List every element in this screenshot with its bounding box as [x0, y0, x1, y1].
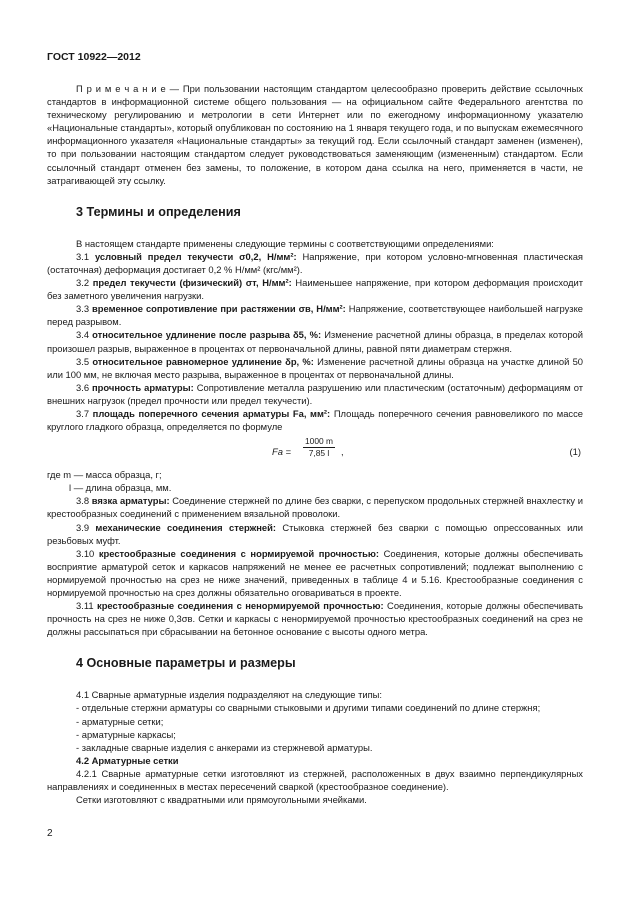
- term-3-9: 3.9 механические соединения стержней: Стыковка стержней без сварки с помощью опрессованных или резьбовых муфт.: [47, 521, 584, 546]
- term-3-2-name: предел текучести (физический) σт, Н/мм²:: [92, 277, 292, 289]
- term-3-11: 3.11 крестообразные соединения с ненормируемой прочностью: Соединения, которые должны обеспечивать прочность на срез не ниже 0,3σв. Сетки и каркасы с ненормируемой прочностью крестообразных соединений на срез не должны рассыпаться при сбрасывании на бетонное основание с высоты одного метра.: [47, 600, 584, 638]
- clause-4-2-1: 4.2.1 Сварные арматурные сетки изготовляют из стержней, расположенных в двух взаимно перпендикулярных направлениях и соединенных в местах пересечений сваркой (крестообразное соединение).: [47, 767, 583, 793]
- formula-comma: ,: [341, 446, 344, 458]
- formula-number: (1): [569, 446, 581, 458]
- term-3-6-name: прочность арматуры:: [92, 381, 194, 393]
- term-3-2: 3.2 предел текучести (физический) σт, Н/мм²: Наименьшее напряжение, при котором деформация происходит без заметного увеличения нагрузки.: [47, 277, 584, 302]
- list-item: - отдельные стержни арматуры со сварными стыковыми и другими типами соединений по длине стержня;: [76, 702, 541, 714]
- term-3-8-name: вязка арматуры:: [91, 495, 170, 507]
- section-4-heading: 4 Основные параметры и размеры: [76, 656, 296, 671]
- term-3-4-name: относительное удлинение после разрыва δ5, %:: [92, 329, 322, 341]
- subsection-4-2-heading: 4.2 Арматурные сетки: [76, 754, 179, 766]
- term-3-8: 3.8 вязка арматуры: Соединение стержней по длине без сварки, с перепуском продольных стержней внахлестку и крестообразных соединений с применением вязальной проволоки.: [47, 495, 583, 520]
- list-item: - арматурные сетки;: [76, 715, 164, 727]
- term-3-9-name: механические соединения стержней:: [95, 521, 277, 533]
- term-3-1-name: условный предел текучести σ0,2, Н/мм²:: [94, 250, 297, 262]
- term-3-1: 3.1 условный предел текучести σ0,2, Н/мм²: Напряжение, при котором условно-мгновенная пластическая (остаточная) деформация достигает 0,2 % Н/мм² (кгс/мм²).: [47, 250, 583, 275]
- term-3-7-name: площадь поперечного сечения арматуры Fа, мм²:: [92, 407, 331, 419]
- section-3-heading: 3 Термины и определения: [76, 204, 241, 219]
- term-3-5-name: относительное равномерное удлинение δр, %:: [92, 355, 314, 367]
- where-m: где m — масса образца, г;: [47, 469, 162, 481]
- formula-fraction: [303, 436, 335, 459]
- term-3-5: 3.5 относительное равномерное удлинение δр, %: Изменение расчетной длины образца на участке длиной 50 или 100 мм, не включая место разрыва, выраженное в процентах от первоначальной длины.: [47, 355, 584, 380]
- formula-1: [47, 436, 583, 466]
- document-header: ГОСТ 10922—2012: [47, 51, 141, 63]
- term-3-4: 3.4 относительное удлинение после разрыва δ5, %: Изменение расчетной длины образца, в пределах которой произошел разрыв, выраженное в процентах от первоначальной длины, равной пяти диаметрам стержня.: [47, 329, 584, 354]
- reference-note: П р и м е ч а н и е — При пользовании настоящим стандартом целесообразно проверить действие ссылочных стандартов в информационной системе общего пользования — на официальном сайте Федерального агентства по техническому регулированию и метрологии в сети Интернет или по ежегодному информационному указателю «Национальные стандарты», который опубликован по состоянию на 1 января текущего года, и по выпускам ежемесячного информационного указателя «Национальные стандарты» за текущий год. Если ссылочный стандарт заменен (изменен), то при пользовании настоящим стандартом следует руководствоваться заменяющим (измененным) стандартом. Если ссылочный стандарт отменен без замены, то положение, в котором дана ссылка на него, применяется в части, не затрагивающей эту ссылку.: [47, 83, 583, 186]
- formula-numerator: 1000 m: [305, 436, 333, 447]
- where-l: l — длина образца, мм.: [69, 482, 172, 494]
- document-body: [47, 82, 583, 806]
- clause-4-2-1-cont: Сетки изготовляют с квадратными или прямоугольными ячейками.: [76, 794, 367, 806]
- term-3-6: 3.6 прочность арматуры: Сопротивление металла разрушению или пластическим (остаточным) деформациям от внешних нагрузок (предел прочности или предел текучести).: [47, 381, 583, 406]
- term-3-11-name: крестообразные соединения с ненормируемой прочностью:: [97, 600, 384, 612]
- list-item: - арматурные каркасы;: [76, 728, 176, 740]
- term-3-3-name: временное сопротивление при растяжении σв, Н/мм²:: [92, 303, 346, 315]
- formula-denominator: 7,85 l: [308, 448, 330, 459]
- list-item: - закладные сварные изделия с анкерами из стержневой арматуры.: [76, 741, 373, 753]
- page-number: 2: [47, 828, 53, 839]
- formula-lhs: Fа =: [272, 446, 292, 458]
- term-3-7: 3.7 площадь поперечного сечения арматуры Fа, мм²: Площадь поперечного сечения равновеликого по массе круглого гладкого образца, определяется по формуле: [47, 407, 583, 433]
- section-3-intro: В настоящем стандарте применены следующие термины с соответствующими определениями:: [76, 237, 494, 249]
- clause-4-1: 4.1 Сварные арматурные изделия подразделяют на следующие типы:: [76, 689, 383, 701]
- term-3-10-name: крестообразные соединения с нормируемой прочностью:: [98, 547, 380, 559]
- term-3-3: 3.3 временное сопротивление при растяжении σв, Н/мм²: Напряжение, соответствующее наибольшей нагрузке перед разрывом.: [47, 303, 583, 328]
- term-3-10: 3.10 крестообразные соединения с нормируемой прочностью: Соединения, которые должны обеспечивать восприятие арматурой сеток и каркасов напряжений не менее ее расчетных сопротивлений; подлежат выполнению с нормируемой прочностью на срез не ниже значений, приведенных в таблице 4 и 5.16. Крестообразные соединения с нормируемой прочностью на срез должны обязательно оговариваться в проекте.: [47, 547, 583, 598]
